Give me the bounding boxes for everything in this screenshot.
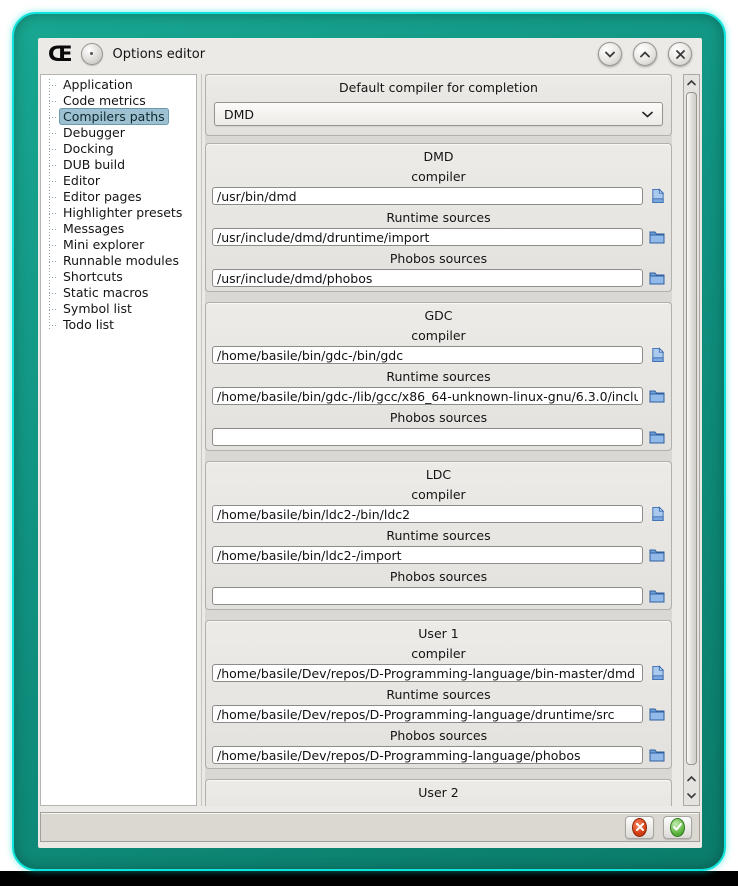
sidebar-item-editor-pages[interactable]: Editor pages — [41, 189, 196, 205]
file-icon — [650, 188, 665, 204]
default-compiler-group — [205, 74, 672, 136]
sidebar-item-mini-explorer[interactable]: Mini explorer — [41, 237, 196, 253]
sidebar-item-static-macros[interactable]: Static macros — [41, 285, 196, 301]
folder-icon — [649, 548, 665, 562]
field-label: Phobos sources — [389, 410, 488, 425]
browse-folder-button[interactable] — [647, 705, 667, 723]
sidebar-item-shortcuts[interactable]: Shortcuts — [41, 269, 196, 285]
app-logo-icon: Œ — [48, 42, 73, 66]
sidebar-item-messages[interactable]: Messages — [41, 221, 196, 237]
dialog-button-bar — [40, 812, 700, 842]
window-menu-button[interactable] — [81, 43, 103, 65]
folder-icon — [649, 748, 665, 762]
minimize-button[interactable] — [598, 42, 622, 66]
user1-compiler-input[interactable] — [212, 664, 643, 682]
group-title: User 1 — [418, 626, 459, 641]
sidebar-item-editor[interactable]: Editor — [41, 173, 196, 189]
folder-icon — [649, 389, 665, 403]
default-compiler-select[interactable] — [214, 102, 663, 126]
dmd-phobos-sources-input[interactable] — [212, 269, 643, 287]
browse-folder-button[interactable] — [647, 428, 667, 446]
window-content — [38, 38, 702, 848]
sidebar-item-symbol-list[interactable]: Symbol list — [41, 301, 196, 317]
folder-icon — [649, 230, 665, 244]
chevron-down-icon — [605, 51, 615, 58]
browse-folder-button[interactable] — [647, 587, 667, 605]
browse-folder-button[interactable] — [647, 387, 667, 405]
user1-phobos-sources-input[interactable] — [212, 746, 643, 764]
browse-file-button[interactable] — [647, 187, 667, 205]
field-label: compiler — [411, 328, 466, 343]
compiler-group-ldc — [205, 461, 672, 610]
folder-icon — [649, 430, 665, 444]
field-label: Phobos sources — [389, 569, 488, 584]
chevron-up-icon — [687, 776, 696, 782]
combo-value: DMD — [224, 106, 255, 122]
cancel-button[interactable] — [625, 816, 654, 839]
sidebar-item-code-metrics[interactable]: Code metrics — [41, 93, 196, 109]
check-icon — [670, 818, 685, 837]
field-label: Runtime sources — [386, 369, 491, 384]
sidebar-item-highlighter-presets[interactable]: Highlighter presets — [41, 205, 196, 221]
sidebar-item-compilers-paths[interactable]: Compilers paths — [41, 109, 196, 125]
gdc-compiler-input[interactable] — [212, 346, 643, 364]
compiler-group-dmd — [205, 143, 672, 292]
window-title: Options editor — [112, 46, 206, 62]
field-label: Runtime sources — [386, 528, 491, 543]
chevron-up-icon — [687, 80, 696, 86]
group-title: User 2 — [418, 785, 459, 800]
browse-folder-button[interactable] — [647, 546, 667, 564]
scroll-up-button[interactable] — [685, 75, 698, 90]
sidebar-item-runnable-modules[interactable]: Runnable modules — [41, 253, 196, 269]
ldc-runtime-sources-input[interactable] — [212, 546, 643, 564]
ldc-phobos-sources-input[interactable] — [212, 587, 643, 605]
folder-icon — [649, 589, 665, 603]
field-label: compiler — [411, 487, 466, 502]
browse-folder-button[interactable] — [647, 228, 667, 246]
maximize-button[interactable] — [633, 42, 657, 66]
sidebar-item-debugger[interactable]: Debugger — [41, 125, 196, 141]
browse-file-button[interactable] — [647, 346, 667, 364]
browse-folder-button[interactable] — [647, 269, 667, 287]
ldc-compiler-input[interactable] — [212, 505, 643, 523]
field-label: compiler — [411, 646, 466, 661]
vertical-scrollbar[interactable] — [683, 74, 700, 806]
desktop-panel-strip — [0, 871, 738, 886]
browse-folder-button[interactable] — [647, 746, 667, 764]
chevron-down-icon — [687, 793, 696, 799]
gdc-runtime-sources-input[interactable] — [212, 387, 643, 405]
scroll-up-button-bottom[interactable] — [685, 771, 698, 786]
sidebar-splitter[interactable] — [199, 74, 204, 806]
group-title: GDC — [424, 308, 453, 323]
user1-runtime-sources-input[interactable] — [212, 705, 643, 723]
field-label: Runtime sources — [386, 687, 491, 702]
sidebar-item-dub-build[interactable]: DUB build — [41, 157, 196, 173]
dmd-compiler-input[interactable] — [212, 187, 643, 205]
category-tree — [40, 74, 197, 806]
accept-button[interactable] — [663, 816, 692, 839]
sidebar-item-todo-list[interactable]: Todo list — [41, 317, 196, 333]
group-title: DMD — [423, 149, 454, 164]
field-label: Runtime sources — [386, 210, 491, 225]
field-label: Phobos sources — [389, 728, 488, 743]
close-button[interactable] — [668, 42, 692, 66]
titlebar — [38, 38, 702, 70]
close-icon — [676, 50, 685, 59]
sidebar-item-docking[interactable]: Docking — [41, 141, 196, 157]
folder-icon — [649, 707, 665, 721]
chevron-down-icon — [642, 111, 653, 118]
compiler-group-gdc — [205, 302, 672, 451]
scrollbar-thumb[interactable] — [686, 92, 697, 765]
browse-file-button[interactable] — [647, 664, 667, 682]
compiler-group-user1 — [205, 620, 672, 769]
file-icon — [650, 347, 665, 363]
sidebar-item-application[interactable]: Application — [41, 77, 196, 93]
file-icon — [650, 506, 665, 522]
compilers-paths-panel — [205, 74, 672, 806]
file-icon — [650, 665, 665, 681]
group-title: LDC — [425, 467, 452, 482]
field-label: compiler — [411, 169, 466, 184]
group-title: Default compiler for completion — [339, 80, 538, 95]
browse-file-button[interactable] — [647, 505, 667, 523]
compiler-group-user2 — [205, 779, 672, 806]
field-label: Phobos sources — [389, 251, 488, 266]
scroll-down-button[interactable] — [685, 788, 698, 803]
dmd-runtime-sources-input[interactable] — [212, 228, 643, 246]
gdc-phobos-sources-input[interactable] — [212, 428, 643, 446]
window-frame — [12, 12, 726, 871]
folder-icon — [649, 271, 665, 285]
window-buttons — [598, 42, 692, 66]
cancel-x-icon — [632, 818, 647, 837]
chevron-up-icon — [640, 51, 650, 58]
